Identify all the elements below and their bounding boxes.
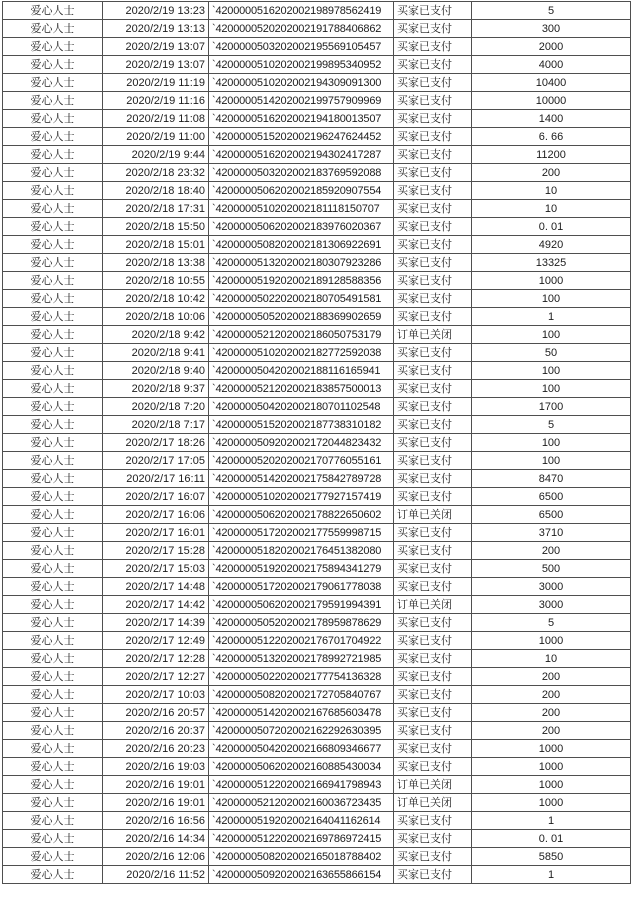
- order_no-cell: `4200000512202002169786972415: [209, 830, 394, 848]
- order_no-cell: `4200000517202002177559998715: [209, 524, 394, 542]
- status-cell: 买家已支付: [394, 578, 472, 596]
- status-cell: 买家已支付: [394, 218, 472, 236]
- datetime-cell: 2020/2/18 18:40: [103, 182, 209, 200]
- order_no-cell: `4200000519202002164041162614: [209, 812, 394, 830]
- order_no-cell: `4200000506202002179591994391: [209, 596, 394, 614]
- donor-cell: 爱心人士: [3, 758, 103, 776]
- table-row: [3, 236, 631, 254]
- datetime-cell: 2020/2/19 13:23: [103, 2, 209, 20]
- donor-cell: 爱心人士: [3, 488, 103, 506]
- table-row: [3, 380, 631, 398]
- amount-cell: 0. 01: [472, 218, 631, 236]
- donor-cell: 爱心人士: [3, 380, 103, 398]
- amount-cell: 8470: [472, 470, 631, 488]
- amount-cell: 100: [472, 380, 631, 398]
- datetime-cell: 2020/2/17 16:06: [103, 506, 209, 524]
- order_no-cell: `4200000521202002186050753179: [209, 326, 394, 344]
- donor-cell: 爱心人士: [3, 830, 103, 848]
- table-row: [3, 866, 631, 884]
- datetime-cell: 2020/2/16 14:34: [103, 830, 209, 848]
- status-cell: 买家已支付: [394, 254, 472, 272]
- datetime-cell: 2020/2/16 16:56: [103, 812, 209, 830]
- datetime-cell: 2020/2/18 15:50: [103, 218, 209, 236]
- status-cell: 买家已支付: [394, 20, 472, 38]
- table-row: [3, 182, 631, 200]
- amount-cell: 10: [472, 650, 631, 668]
- donor-cell: 爱心人士: [3, 398, 103, 416]
- status-cell: 订单已关闭: [394, 326, 472, 344]
- status-cell: 买家已支付: [394, 110, 472, 128]
- table-row: [3, 758, 631, 776]
- amount-cell: 5: [472, 614, 631, 632]
- status-cell: 订单已关闭: [394, 506, 472, 524]
- datetime-cell: 2020/2/18 10:42: [103, 290, 209, 308]
- table-row: [3, 164, 631, 182]
- order_no-cell: `4200000507202002162292630395: [209, 722, 394, 740]
- amount-cell: 4000: [472, 56, 631, 74]
- donor-cell: 爱心人士: [3, 236, 103, 254]
- donor-cell: 爱心人士: [3, 686, 103, 704]
- amount-cell: 11200: [472, 146, 631, 164]
- datetime-cell: 2020/2/16 19:01: [103, 794, 209, 812]
- amount-cell: 100: [472, 326, 631, 344]
- donor-cell: 爱心人士: [3, 848, 103, 866]
- table-row: [3, 200, 631, 218]
- status-cell: 买家已支付: [394, 56, 472, 74]
- amount-cell: 5850: [472, 848, 631, 866]
- status-cell: 订单已关闭: [394, 794, 472, 812]
- status-cell: 买家已支付: [394, 380, 472, 398]
- datetime-cell: 2020/2/16 20:57: [103, 704, 209, 722]
- donor-cell: 爱心人士: [3, 146, 103, 164]
- order_no-cell: `4200000506202002183976020367: [209, 218, 394, 236]
- table-row: [3, 254, 631, 272]
- table-row: [3, 74, 631, 92]
- donor-cell: 爱心人士: [3, 470, 103, 488]
- status-cell: 买家已支付: [394, 614, 472, 632]
- status-cell: 买家已支付: [394, 434, 472, 452]
- donor-cell: 爱心人士: [3, 740, 103, 758]
- table-row: [3, 362, 631, 380]
- datetime-cell: 2020/2/18 9:37: [103, 380, 209, 398]
- table-row: [3, 686, 631, 704]
- table-row: [3, 344, 631, 362]
- datetime-cell: 2020/2/16 12:06: [103, 848, 209, 866]
- amount-cell: 1000: [472, 740, 631, 758]
- status-cell: 买家已支付: [394, 866, 472, 884]
- table-row: [3, 110, 631, 128]
- status-cell: 买家已支付: [394, 416, 472, 434]
- amount-cell: 200: [472, 542, 631, 560]
- table-row: [3, 722, 631, 740]
- datetime-cell: 2020/2/17 14:39: [103, 614, 209, 632]
- order_no-cell: `4200000517202002179061778038: [209, 578, 394, 596]
- donor-cell: 爱心人士: [3, 776, 103, 794]
- amount-cell: 1000: [472, 272, 631, 290]
- table-row: [3, 848, 631, 866]
- order_no-cell: `4200000519202002189128588356: [209, 272, 394, 290]
- table-row: [3, 272, 631, 290]
- donor-cell: 爱心人士: [3, 308, 103, 326]
- amount-cell: 10: [472, 200, 631, 218]
- order_no-cell: `4200000515202002196247624452: [209, 128, 394, 146]
- datetime-cell: 2020/2/19 11:16: [103, 92, 209, 110]
- order_no-cell: `4200000520202002170776055161: [209, 452, 394, 470]
- order_no-cell: `4200000509202002172044823432: [209, 434, 394, 452]
- amount-cell: 1700: [472, 398, 631, 416]
- status-cell: 买家已支付: [394, 470, 472, 488]
- order_no-cell: `4200000504202002180701102548: [209, 398, 394, 416]
- order_no-cell: `4200000513202002178992721985: [209, 650, 394, 668]
- donor-cell: 爱心人士: [3, 614, 103, 632]
- table-row: [3, 650, 631, 668]
- status-cell: 买家已支付: [394, 92, 472, 110]
- status-cell: 买家已支付: [394, 686, 472, 704]
- donor-cell: 爱心人士: [3, 524, 103, 542]
- status-cell: 订单已关闭: [394, 596, 472, 614]
- table-row: [3, 56, 631, 74]
- datetime-cell: 2020/2/19 11:19: [103, 74, 209, 92]
- donor-cell: 爱心人士: [3, 668, 103, 686]
- status-cell: 买家已支付: [394, 308, 472, 326]
- order_no-cell: `4200000514202002167685603478: [209, 704, 394, 722]
- datetime-cell: 2020/2/17 12:27: [103, 668, 209, 686]
- table-body: [3, 2, 631, 884]
- amount-cell: 200: [472, 164, 631, 182]
- amount-cell: 50: [472, 344, 631, 362]
- datetime-cell: 2020/2/18 9:42: [103, 326, 209, 344]
- datetime-cell: 2020/2/17 10:03: [103, 686, 209, 704]
- status-cell: 买家已支付: [394, 164, 472, 182]
- table-row: [3, 776, 631, 794]
- donor-cell: 爱心人士: [3, 416, 103, 434]
- datetime-cell: 2020/2/19 13:07: [103, 38, 209, 56]
- amount-cell: 2000: [472, 38, 631, 56]
- order_no-cell: `4200000514202002199757909969: [209, 92, 394, 110]
- order_no-cell: `4200000512202002176701704922: [209, 632, 394, 650]
- amount-cell: 500: [472, 560, 631, 578]
- order_no-cell: `4200000506202002185920907554: [209, 182, 394, 200]
- datetime-cell: 2020/2/19 13:13: [103, 20, 209, 38]
- amount-cell: 200: [472, 704, 631, 722]
- order_no-cell: `4200000510202002182772592038: [209, 344, 394, 362]
- donor-cell: 爱心人士: [3, 38, 103, 56]
- order_no-cell: `4200000520202002191788406862: [209, 20, 394, 38]
- amount-cell: 1000: [472, 758, 631, 776]
- order_no-cell: `4200000504202002166809346677: [209, 740, 394, 758]
- status-cell: 买家已支付: [394, 200, 472, 218]
- datetime-cell: 2020/2/17 14:42: [103, 596, 209, 614]
- table-row: [3, 128, 631, 146]
- table-row: [3, 398, 631, 416]
- status-cell: 买家已支付: [394, 524, 472, 542]
- table-row: [3, 578, 631, 596]
- amount-cell: 3000: [472, 578, 631, 596]
- datetime-cell: 2020/2/16 20:37: [103, 722, 209, 740]
- donor-cell: 爱心人士: [3, 326, 103, 344]
- order_no-cell: `4200000506202002178822650602: [209, 506, 394, 524]
- status-cell: 买家已支付: [394, 740, 472, 758]
- table-row: [3, 632, 631, 650]
- donor-cell: 爱心人士: [3, 254, 103, 272]
- status-cell: 买家已支付: [394, 2, 472, 20]
- datetime-cell: 2020/2/19 13:07: [103, 56, 209, 74]
- amount-cell: 3000: [472, 596, 631, 614]
- table-row: [3, 326, 631, 344]
- amount-cell: 100: [472, 434, 631, 452]
- donor-cell: 爱心人士: [3, 218, 103, 236]
- donor-cell: 爱心人士: [3, 182, 103, 200]
- donor-cell: 爱心人士: [3, 20, 103, 38]
- datetime-cell: 2020/2/16 19:01: [103, 776, 209, 794]
- datetime-cell: 2020/2/18 7:17: [103, 416, 209, 434]
- table-row: [3, 830, 631, 848]
- donor-cell: 爱心人士: [3, 650, 103, 668]
- donor-cell: 爱心人士: [3, 2, 103, 20]
- donor-cell: 爱心人士: [3, 542, 103, 560]
- donor-cell: 爱心人士: [3, 506, 103, 524]
- datetime-cell: 2020/2/17 12:49: [103, 632, 209, 650]
- order_no-cell: `4200000515202002187738310182: [209, 416, 394, 434]
- amount-cell: 100: [472, 362, 631, 380]
- status-cell: 买家已支付: [394, 362, 472, 380]
- status-cell: 买家已支付: [394, 812, 472, 830]
- datetime-cell: 2020/2/18 10:06: [103, 308, 209, 326]
- amount-cell: 10: [472, 182, 631, 200]
- table-row: [3, 218, 631, 236]
- amount-cell: 1000: [472, 794, 631, 812]
- status-cell: 买家已支付: [394, 650, 472, 668]
- order_no-cell: `4200000510202002177927157419: [209, 488, 394, 506]
- amount-cell: 6500: [472, 488, 631, 506]
- order_no-cell: `4200000521202002160036723435: [209, 794, 394, 812]
- order_no-cell: `4200000508202002172705840767: [209, 686, 394, 704]
- status-cell: 买家已支付: [394, 182, 472, 200]
- status-cell: 买家已支付: [394, 632, 472, 650]
- datetime-cell: 2020/2/17 16:07: [103, 488, 209, 506]
- table-row: [3, 488, 631, 506]
- amount-cell: 0. 01: [472, 830, 631, 848]
- table-row: [3, 452, 631, 470]
- donor-cell: 爱心人士: [3, 578, 103, 596]
- table-row: [3, 794, 631, 812]
- status-cell: 买家已支付: [394, 542, 472, 560]
- amount-cell: 200: [472, 668, 631, 686]
- status-cell: 买家已支付: [394, 290, 472, 308]
- order_no-cell: `4200000503202002195569105457: [209, 38, 394, 56]
- order_no-cell: `4200000508202002165018788402: [209, 848, 394, 866]
- order_no-cell: `4200000510202002194309091300: [209, 74, 394, 92]
- order_no-cell: `4200000513202002180307923286: [209, 254, 394, 272]
- status-cell: 买家已支付: [394, 560, 472, 578]
- status-cell: 买家已支付: [394, 452, 472, 470]
- status-cell: 买家已支付: [394, 758, 472, 776]
- status-cell: 买家已支付: [394, 848, 472, 866]
- amount-cell: 100: [472, 290, 631, 308]
- donor-cell: 爱心人士: [3, 452, 103, 470]
- donor-cell: 爱心人士: [3, 290, 103, 308]
- table-row: [3, 524, 631, 542]
- status-cell: 买家已支付: [394, 398, 472, 416]
- donor-cell: 爱心人士: [3, 560, 103, 578]
- donor-cell: 爱心人士: [3, 632, 103, 650]
- donor-cell: 爱心人士: [3, 866, 103, 884]
- datetime-cell: 2020/2/19 11:00: [103, 128, 209, 146]
- order_no-cell: `4200000519202002175894341279: [209, 560, 394, 578]
- amount-cell: 10000: [472, 92, 631, 110]
- donor-cell: 爱心人士: [3, 344, 103, 362]
- status-cell: 买家已支付: [394, 236, 472, 254]
- status-cell: 买家已支付: [394, 344, 472, 362]
- amount-cell: 5: [472, 416, 631, 434]
- status-cell: 买家已支付: [394, 488, 472, 506]
- amount-cell: 1: [472, 812, 631, 830]
- order_no-cell: `4200000509202002163655866154: [209, 866, 394, 884]
- order_no-cell: `4200000516202002194302417287: [209, 146, 394, 164]
- donor-cell: 爱心人士: [3, 200, 103, 218]
- table-row: [3, 308, 631, 326]
- datetime-cell: 2020/2/17 14:48: [103, 578, 209, 596]
- table-row: [3, 416, 631, 434]
- table-row: [3, 668, 631, 686]
- datetime-cell: 2020/2/17 12:28: [103, 650, 209, 668]
- amount-cell: 1000: [472, 632, 631, 650]
- datetime-cell: 2020/2/17 18:26: [103, 434, 209, 452]
- table-row: [3, 740, 631, 758]
- donor-cell: 爱心人士: [3, 794, 103, 812]
- donor-cell: 爱心人士: [3, 56, 103, 74]
- donor-cell: 爱心人士: [3, 74, 103, 92]
- status-cell: 买家已支付: [394, 74, 472, 92]
- amount-cell: 3710: [472, 524, 631, 542]
- table-row: [3, 542, 631, 560]
- order_no-cell: `4200000518202002176451382080: [209, 542, 394, 560]
- datetime-cell: 2020/2/18 10:55: [103, 272, 209, 290]
- status-cell: 订单已关闭: [394, 776, 472, 794]
- table-row: [3, 470, 631, 488]
- donor-cell: 爱心人士: [3, 722, 103, 740]
- donor-cell: 爱心人士: [3, 92, 103, 110]
- datetime-cell: 2020/2/18 9:41: [103, 344, 209, 362]
- table-row: [3, 20, 631, 38]
- donor-cell: 爱心人士: [3, 164, 103, 182]
- amount-cell: 1000: [472, 776, 631, 794]
- table-row: [3, 290, 631, 308]
- table-row: [3, 38, 631, 56]
- order_no-cell: `4200000510202002181118150707: [209, 200, 394, 218]
- table-row: [3, 92, 631, 110]
- order_no-cell: `4200000516202002198978562419: [209, 2, 394, 20]
- status-cell: 买家已支付: [394, 704, 472, 722]
- amount-cell: 300: [472, 20, 631, 38]
- donor-cell: 爱心人士: [3, 272, 103, 290]
- donor-cell: 爱心人士: [3, 812, 103, 830]
- order_no-cell: `4200000521202002183857500013: [209, 380, 394, 398]
- datetime-cell: 2020/2/17 16:01: [103, 524, 209, 542]
- amount-cell: 5: [472, 2, 631, 20]
- order_no-cell: `4200000516202002194180013507: [209, 110, 394, 128]
- amount-cell: 6. 66: [472, 128, 631, 146]
- donor-cell: 爱心人士: [3, 704, 103, 722]
- table-row: [3, 596, 631, 614]
- datetime-cell: 2020/2/19 9:44: [103, 146, 209, 164]
- status-cell: 买家已支付: [394, 830, 472, 848]
- status-cell: 买家已支付: [394, 722, 472, 740]
- table-row: [3, 704, 631, 722]
- amount-cell: 1: [472, 866, 631, 884]
- donor-cell: 爱心人士: [3, 362, 103, 380]
- table-row: [3, 614, 631, 632]
- order_no-cell: `4200000506202002160885430034: [209, 758, 394, 776]
- datetime-cell: 2020/2/18 9:40: [103, 362, 209, 380]
- datetime-cell: 2020/2/18 23:32: [103, 164, 209, 182]
- datetime-cell: 2020/2/16 20:23: [103, 740, 209, 758]
- donation-records-table: [2, 1, 631, 884]
- table-row: [3, 506, 631, 524]
- order_no-cell: `4200000502202002180705491581: [209, 290, 394, 308]
- order_no-cell: `4200000510202002199895340952: [209, 56, 394, 74]
- order_no-cell: `4200000502202002177754136328: [209, 668, 394, 686]
- donor-cell: 爱心人士: [3, 596, 103, 614]
- status-cell: 买家已支付: [394, 272, 472, 290]
- datetime-cell: 2020/2/17 17:05: [103, 452, 209, 470]
- datetime-cell: 2020/2/18 7:20: [103, 398, 209, 416]
- order_no-cell: `4200000503202002183769592088: [209, 164, 394, 182]
- status-cell: 买家已支付: [394, 668, 472, 686]
- order_no-cell: `4200000505202002188369902659: [209, 308, 394, 326]
- amount-cell: 10400: [472, 74, 631, 92]
- amount-cell: 13325: [472, 254, 631, 272]
- donor-cell: 爱心人士: [3, 110, 103, 128]
- datetime-cell: 2020/2/16 11:52: [103, 866, 209, 884]
- datetime-cell: 2020/2/16 19:03: [103, 758, 209, 776]
- datetime-cell: 2020/2/18 15:01: [103, 236, 209, 254]
- table-row: [3, 2, 631, 20]
- order_no-cell: `4200000505202002178959878629: [209, 614, 394, 632]
- datetime-cell: 2020/2/18 13:38: [103, 254, 209, 272]
- datetime-cell: 2020/2/17 15:03: [103, 560, 209, 578]
- datetime-cell: 2020/2/18 17:31: [103, 200, 209, 218]
- amount-cell: 4920: [472, 236, 631, 254]
- amount-cell: 200: [472, 722, 631, 740]
- amount-cell: 1400: [472, 110, 631, 128]
- order_no-cell: `4200000512202002166941798943: [209, 776, 394, 794]
- table-row: [3, 812, 631, 830]
- donor-cell: 爱心人士: [3, 434, 103, 452]
- table-row: [3, 146, 631, 164]
- donation-records-sheet: [2, 1, 631, 884]
- order_no-cell: `4200000504202002188116165941: [209, 362, 394, 380]
- table-row: [3, 434, 631, 452]
- order_no-cell: `4200000514202002175842789728: [209, 470, 394, 488]
- table-row: [3, 560, 631, 578]
- status-cell: 买家已支付: [394, 128, 472, 146]
- amount-cell: 100: [472, 452, 631, 470]
- datetime-cell: 2020/2/19 11:08: [103, 110, 209, 128]
- amount-cell: 1: [472, 308, 631, 326]
- datetime-cell: 2020/2/17 16:11: [103, 470, 209, 488]
- amount-cell: 200: [472, 686, 631, 704]
- donor-cell: 爱心人士: [3, 128, 103, 146]
- datetime-cell: 2020/2/17 15:28: [103, 542, 209, 560]
- status-cell: 买家已支付: [394, 38, 472, 56]
- status-cell: 买家已支付: [394, 146, 472, 164]
- amount-cell: 6500: [472, 506, 631, 524]
- order_no-cell: `4200000508202002181306922691: [209, 236, 394, 254]
